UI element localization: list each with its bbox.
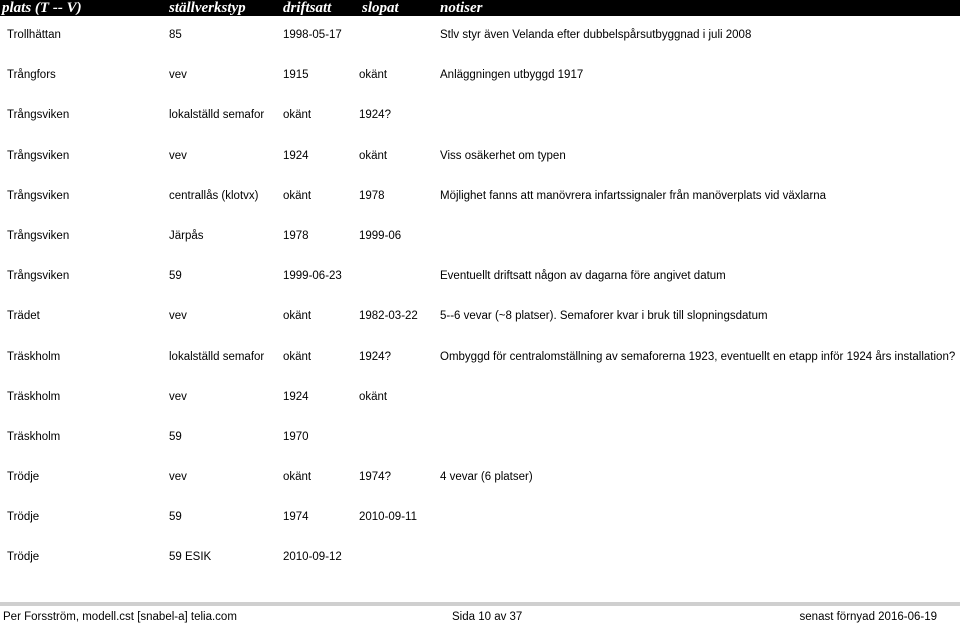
cell-slopat: 1924? bbox=[359, 109, 391, 122]
cell-driftsatt: 1924 bbox=[283, 149, 309, 162]
column-header-notiser: notiser bbox=[440, 0, 483, 16]
table-row bbox=[0, 418, 960, 458]
table-row bbox=[0, 137, 960, 177]
cell-notiser: Stlv styr även Velanda efter dubbelspårsutbyggnad i juli 2008 bbox=[440, 29, 752, 41]
column-header-stallverkstyp: ställverkstyp bbox=[169, 0, 246, 16]
column-header-plats: plats (T -- V) bbox=[2, 0, 82, 16]
table-header bbox=[0, 0, 960, 16]
cell-slopat: okänt bbox=[359, 149, 388, 162]
cell-notiser: Ombyggd för centralomställning av semaforerna 1923, eventuellt en etapp inför 1924 års installation? bbox=[440, 350, 956, 363]
cell-driftsatt: okänt bbox=[283, 189, 312, 202]
cell-notiser: Viss osäkerhet om typen bbox=[440, 149, 566, 162]
cell-driftsatt: 1978 bbox=[283, 229, 309, 242]
cell-stallverkstyp: vev bbox=[169, 471, 187, 484]
cell-slopat: 1924? bbox=[359, 350, 391, 363]
page-footer bbox=[0, 609, 960, 625]
cell-driftsatt: 1924 bbox=[283, 390, 309, 403]
cell-plats: Trångsviken bbox=[7, 270, 70, 283]
table-row bbox=[0, 257, 960, 297]
table-body bbox=[0, 16, 960, 579]
cell-stallverkstyp: centrallås (klotvx) bbox=[169, 189, 259, 202]
cell-stallverkstyp: 85 bbox=[169, 29, 182, 41]
cell-slopat: 1999-06 bbox=[359, 229, 402, 242]
cell-notiser: Möjlighet fanns att manövrera infartssignaler från manöverplats vid växlarna bbox=[440, 189, 827, 202]
table-row bbox=[0, 177, 960, 217]
cell-stallverkstyp: Järpås bbox=[169, 229, 204, 242]
cell-plats: Träskholm bbox=[7, 430, 61, 443]
cell-plats: Träskholm bbox=[7, 390, 61, 403]
cell-plats: Trångfors bbox=[7, 69, 56, 82]
table-row bbox=[0, 16, 960, 56]
cell-stallverkstyp: 59 bbox=[169, 270, 182, 283]
cell-plats: Trödje bbox=[7, 511, 40, 524]
footer-updated-date: senast förnyad 2016-06-19 bbox=[799, 611, 937, 623]
cell-slopat: 2010-09-11 bbox=[359, 511, 417, 524]
cell-stallverkstyp: lokalställd semafor bbox=[169, 109, 265, 122]
cell-plats: Trångsviken bbox=[7, 109, 70, 122]
cell-notiser: 4 vevar (6 platser) bbox=[440, 471, 533, 484]
cell-notiser: Anläggningen utbyggd 1917 bbox=[440, 69, 584, 82]
cell-slopat: 1974? bbox=[359, 471, 391, 484]
cell-stallverkstyp: 59 ESIK bbox=[169, 551, 212, 564]
cell-driftsatt: 1999-06-23 bbox=[283, 270, 342, 283]
cell-driftsatt: 1974 bbox=[283, 511, 309, 524]
cell-slopat: okänt bbox=[359, 69, 388, 82]
cell-plats: Trödje bbox=[7, 471, 40, 484]
cell-driftsatt: 2010-09-12 bbox=[283, 551, 342, 564]
footer-author: Per Forsström, modell.cst [snabel-a] telia.com bbox=[3, 611, 237, 623]
table-row bbox=[0, 458, 960, 498]
cell-driftsatt: okänt bbox=[283, 310, 312, 323]
footer-divider bbox=[0, 602, 960, 606]
footer-page-number: Sida 10 av 37 bbox=[452, 611, 523, 623]
cell-plats: Trångsviken bbox=[7, 189, 70, 202]
cell-notiser: Eventuellt driftsatt någon av dagarna före angivet datum bbox=[440, 270, 726, 283]
cell-stallverkstyp: lokalställd semafor bbox=[169, 350, 265, 363]
cell-driftsatt: 1998-05-17 bbox=[283, 29, 342, 41]
table-row bbox=[0, 56, 960, 96]
cell-slopat: 1982-03-22 bbox=[359, 310, 418, 323]
cell-stallverkstyp: vev bbox=[169, 390, 187, 403]
table-row bbox=[0, 96, 960, 136]
cell-driftsatt: 1970 bbox=[283, 430, 309, 443]
table-row bbox=[0, 498, 960, 538]
cell-stallverkstyp: vev bbox=[169, 149, 187, 162]
cell-stallverkstyp: 59 bbox=[169, 430, 182, 443]
column-header-driftsatt: driftsatt bbox=[283, 0, 332, 16]
cell-stallverkstyp: vev bbox=[169, 69, 187, 82]
cell-plats: Trångsviken bbox=[7, 149, 70, 162]
table-row bbox=[0, 217, 960, 257]
cell-stallverkstyp: 59 bbox=[169, 511, 182, 524]
column-header-slopat: slopat bbox=[362, 0, 399, 16]
cell-slopat: okänt bbox=[359, 390, 388, 403]
cell-plats: Trädet bbox=[7, 310, 40, 323]
cell-slopat: 1978 bbox=[359, 189, 385, 202]
cell-driftsatt: okänt bbox=[283, 471, 312, 484]
cell-plats: Trollhättan bbox=[7, 29, 61, 41]
table-row bbox=[0, 338, 960, 378]
cell-driftsatt: okänt bbox=[283, 350, 312, 363]
cell-plats: Träskholm bbox=[7, 350, 61, 363]
cell-stallverkstyp: vev bbox=[169, 310, 187, 323]
table-row bbox=[0, 538, 960, 578]
cell-driftsatt: 1915 bbox=[283, 69, 309, 82]
cell-plats: Trödje bbox=[7, 551, 40, 564]
cell-plats: Trångsviken bbox=[7, 229, 70, 242]
cell-driftsatt: okänt bbox=[283, 109, 312, 122]
table-row bbox=[0, 297, 960, 337]
cell-notiser: 5--6 vevar (~8 platser). Semaforer kvar i bruk till slopningsdatum bbox=[440, 310, 768, 323]
table-row bbox=[0, 378, 960, 418]
